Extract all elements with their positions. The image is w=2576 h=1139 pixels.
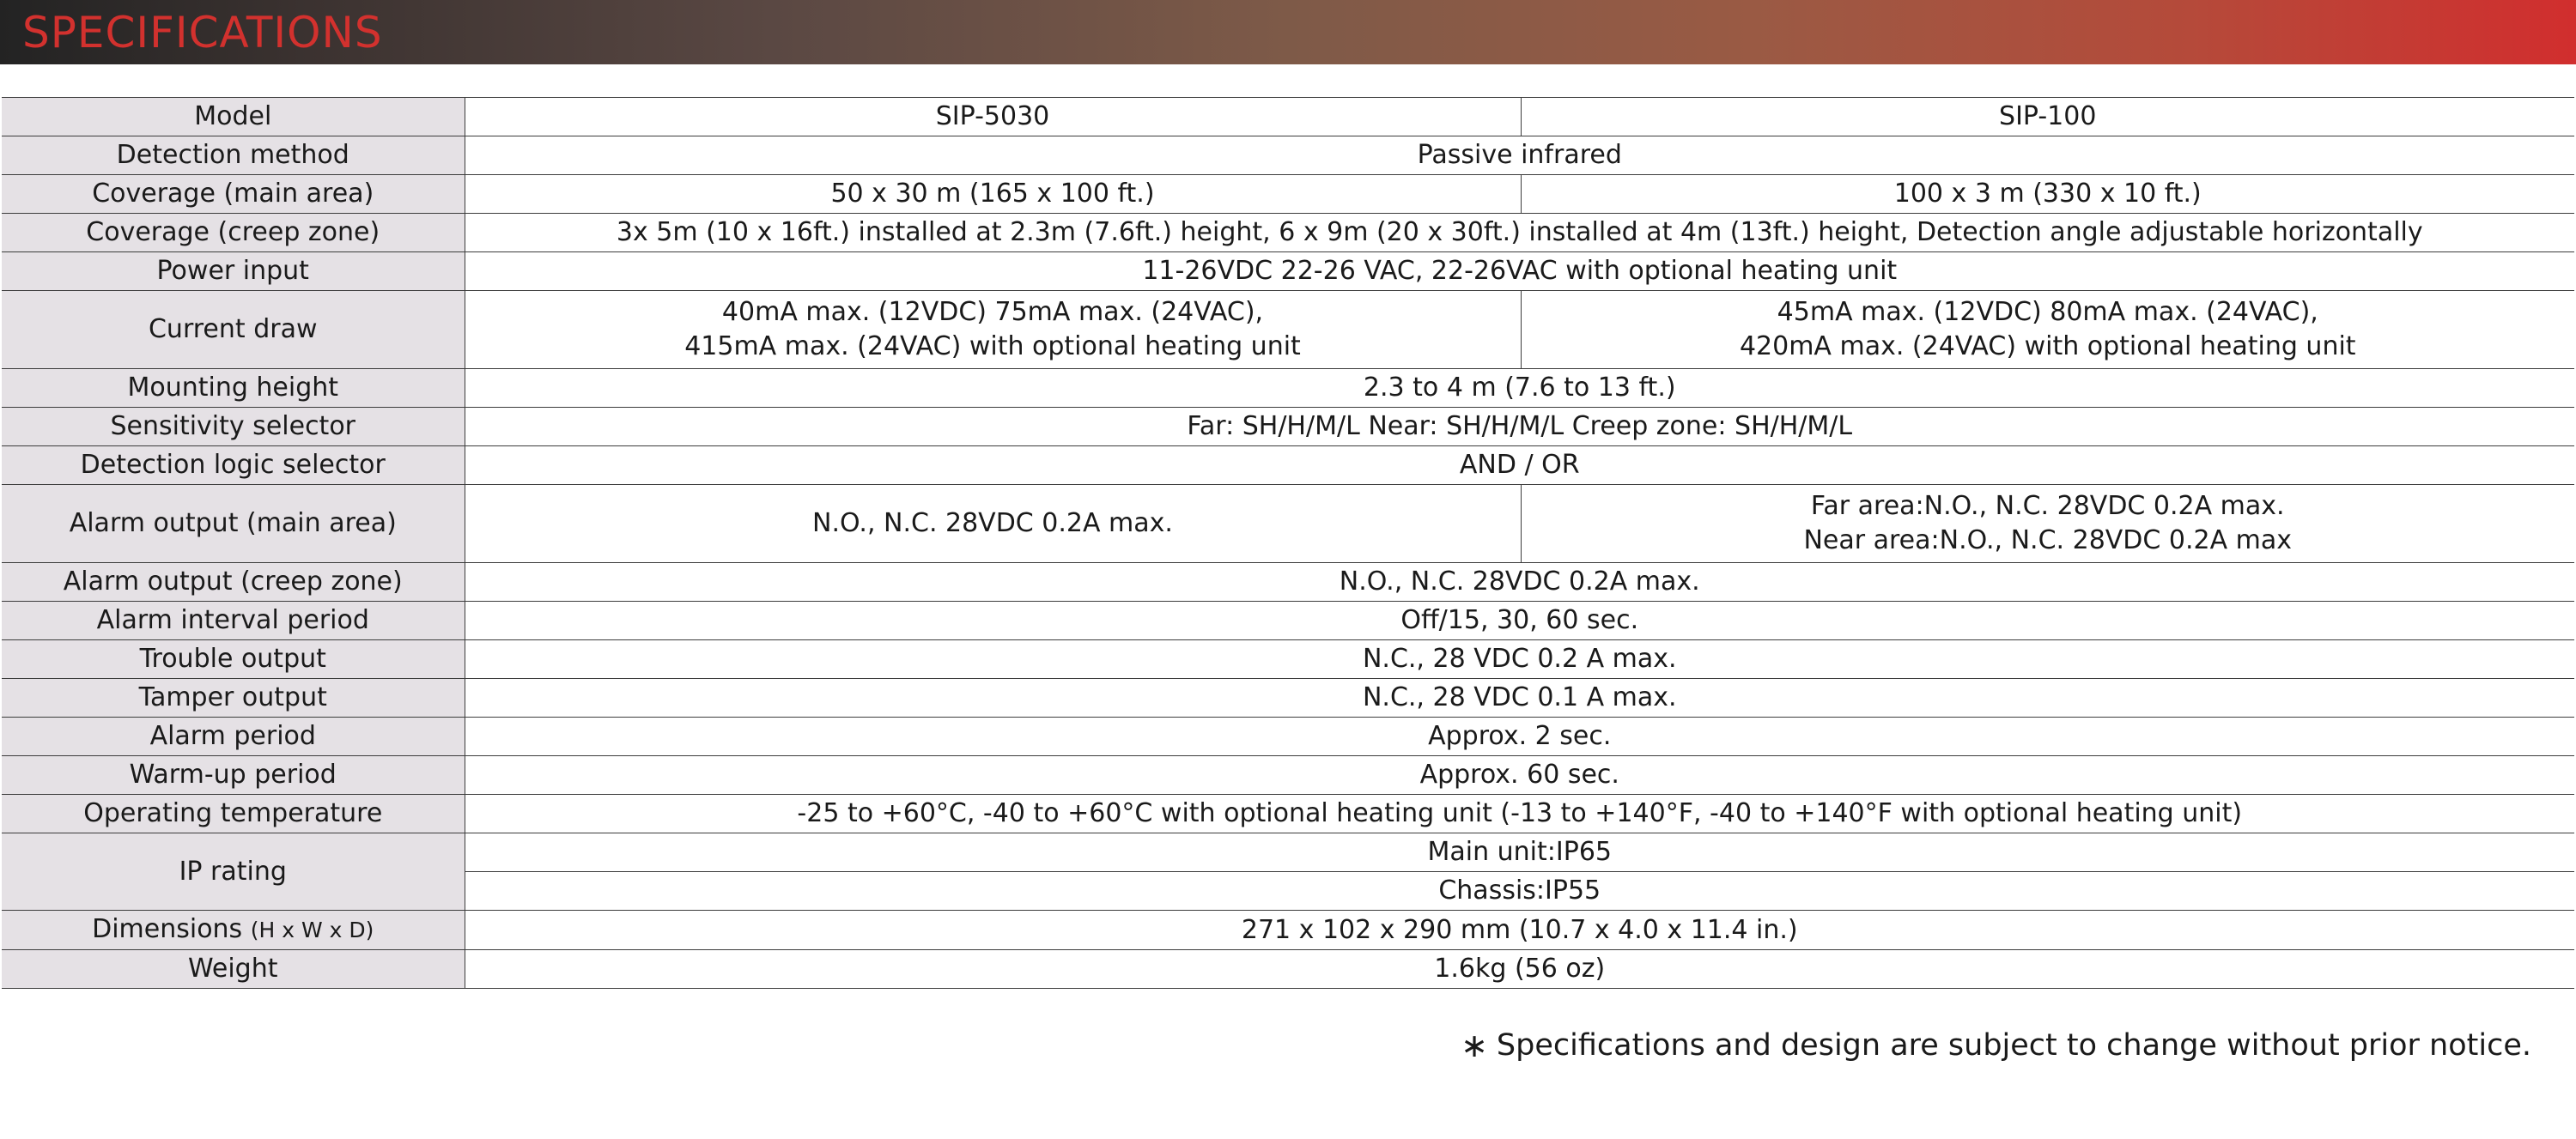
row-label: Coverage (creep zone) [2,214,465,252]
cell-value: N.O., N.C. 28VDC 0.2A max. [465,485,1521,563]
cell-value: N.C., 28 VDC 0.2 A max. [465,640,2574,679]
row-label: Mounting height [2,369,465,408]
row-label-dimensions [2,911,465,950]
table-row [2,756,2574,795]
row-label: Alarm interval period [2,602,465,640]
row-label: Dimensions [92,914,243,944]
table-row [2,175,2574,214]
table-row [2,679,2574,718]
table-row [2,214,2574,252]
cell-value: Passive infrared [465,136,2574,175]
cell-value: Chassis:IP55 [465,872,2574,911]
cell-line: 415mA max. (24VAC) with optional heating unit [684,331,1301,361]
row-label: Weight [2,950,465,989]
row-label-suffix: (H x W x D) [250,918,374,942]
cell-value: Far: SH/H/M/L Near: SH/H/M/L Creep zone: SH/H/M/L [465,408,2574,446]
row-label-model: Model [2,98,465,136]
cell-value: AND / OR [465,446,2574,485]
footnote-text: Specifications and design are subject to change without prior notice. [1496,1028,2531,1063]
cell-line: Near area:N.O., N.C. 28VDC 0.2A max [1803,525,2293,555]
table-row [2,446,2574,485]
cell-value: -25 to +60°C, -40 to +60°C with optional heating unit (-13 to +140°F, -40 to +140°F with optional heating unit) [465,795,2574,833]
row-label: Power input [2,252,465,291]
row-label: Alarm output (creep zone) [2,563,465,602]
cell-value: 3x 5m (10 x 16ft.) installed at 2.3m (7.6ft.) height, 6 x 9m (20 x 30ft.) installed at 4m (13ft.) height, Detection angle adjustable horizontally [465,214,2574,252]
row-label: Sensitivity selector [2,408,465,446]
specifications-table [2,97,2574,989]
table-row [2,833,2574,872]
cell-line: 420mA max. (24VAC) with optional heating unit [1739,331,2356,361]
cell-value: 271 x 102 x 290 mm (10.7 x 4.0 x 11.4 in.) [465,911,2574,950]
model-sip-100: SIP-100 [1521,98,2574,136]
specifications-header-bar [0,0,2576,64]
row-label: Operating temperature [2,795,465,833]
cell-value: 2.3 to 4 m (7.6 to 13 ft.) [465,369,2574,408]
table-row [2,98,2574,136]
row-label: Warm-up period [2,756,465,795]
asterisk-icon: ∗ [1461,1027,1488,1064]
cell-value: N.C., 28 VDC 0.1 A max. [465,679,2574,718]
row-label: Detection method [2,136,465,175]
row-label: Trouble output [2,640,465,679]
table-row [2,563,2574,602]
table-row [2,252,2574,291]
table-row [2,408,2574,446]
table-row [2,136,2574,175]
cell-value [1521,291,2574,369]
footnote [1461,1027,2531,1064]
cell-value [465,291,1521,369]
table-row [2,718,2574,756]
row-label: Detection logic selector [2,446,465,485]
cell-value: 1.6kg (56 oz) [465,950,2574,989]
row-label: Current draw [2,291,465,369]
table-row [2,291,2574,369]
row-label: Alarm output (main area) [2,485,465,563]
page-title: SPECIFICATIONS [22,7,383,58]
cell-value: Approx. 60 sec. [465,756,2574,795]
row-label: Tamper output [2,679,465,718]
row-label: Coverage (main area) [2,175,465,214]
table-row [2,795,2574,833]
table-row [2,950,2574,989]
cell-value: 100 x 3 m (330 x 10 ft.) [1521,175,2574,214]
cell-line: 40mA max. (12VDC) 75mA max. (24VAC), [721,297,1264,327]
table-row [2,911,2574,950]
cell-value: Approx. 2 sec. [465,718,2574,756]
cell-value: N.O., N.C. 28VDC 0.2A max. [465,563,2574,602]
cell-value: Off/15, 30, 60 sec. [465,602,2574,640]
cell-value: Main unit:IP65 [465,833,2574,872]
cell-value [1521,485,2574,563]
cell-line: Far area:N.O., N.C. 28VDC 0.2A max. [1810,491,2285,521]
table-row [2,640,2574,679]
row-label: IP rating [2,833,465,911]
row-label: Alarm period [2,718,465,756]
table-row [2,369,2574,408]
cell-line: 45mA max. (12VDC) 80mA max. (24VAC), [1777,297,2318,327]
cell-value: 50 x 30 m (165 x 100 ft.) [465,175,1521,214]
cell-value: 11-26VDC 22-26 VAC, 22-26VAC with optional heating unit [465,252,2574,291]
table-row [2,485,2574,563]
model-sip-5030: SIP-5030 [465,98,1521,136]
table-row [2,602,2574,640]
